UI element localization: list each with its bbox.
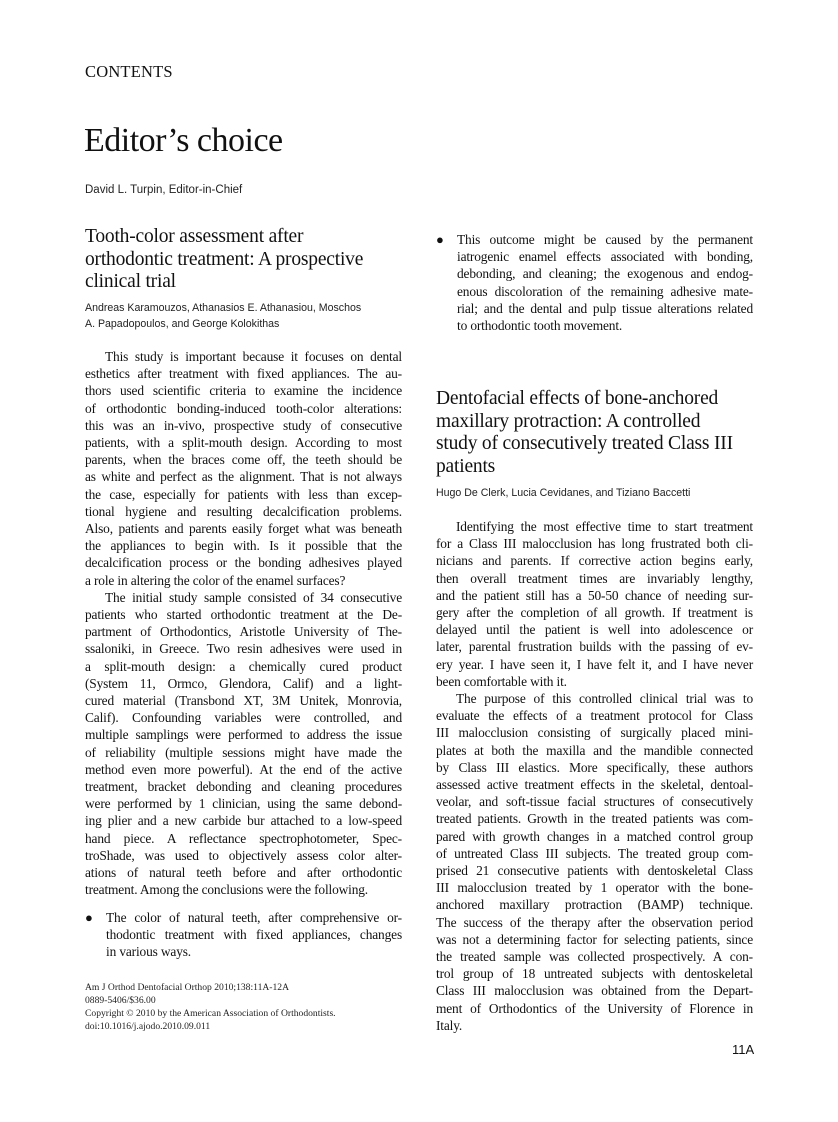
text-line: parents, when the braces come off, the teeth should be — [85, 452, 402, 468]
text-line: ations of natural teeth before and after orthodontic — [85, 865, 402, 881]
text-line: Andreas Karamouzos, Athanasios E. Athanasiou, Moschos — [85, 302, 362, 315]
text-line: anchored maxillary protraction (BAMP) technique. — [436, 897, 753, 913]
text-line: Italy. — [436, 1017, 463, 1033]
text-line: thors used scientific criteria to examine the incidence — [85, 383, 402, 399]
bullet-icon: ● — [436, 232, 444, 247]
text-line: The purpose of this controlled clinical trial was to — [456, 691, 753, 707]
text-line: Am J Orthod Dentofacial Orthop 2010;138:11A-12A — [85, 982, 290, 993]
text-line: The color of natural teeth, after comprehensive or- — [106, 909, 402, 925]
text-line: hand piece. A reflectance spectrophotometer, Spec- — [85, 830, 402, 846]
text-line: cured material (Transbond XT, 3M Unitek, Monrovia, — [85, 693, 402, 709]
text-line: esthetics after treatment with fixed appliances. The au- — [85, 366, 402, 382]
text-line: and the patient still has a 50-50 chance of needing sur- — [436, 587, 753, 603]
text-line: ing plier and a new carbide bur attached to a low-speed — [85, 813, 402, 829]
article-1 — [85, 226, 402, 332]
text-line: as white and perfect as the alignment. That is not always — [85, 469, 402, 485]
text-line: treatment. Among the conclusions were the following. — [85, 882, 369, 898]
text-line: This outcome might be caused by the permanent — [457, 232, 753, 247]
text-line: multiple samplings were performed to address the issue — [85, 727, 402, 743]
text-line: then overall treatment times are invariably lengthy, — [436, 570, 753, 586]
text-line: Hugo De Clerk, Lucia Cevidanes, and Tiziano Baccetti — [436, 486, 691, 499]
article-1-authors — [85, 300, 402, 332]
text-line: patients, with a split-mouth design. According to most — [85, 435, 402, 451]
text-line: ment of Orthodontics of the University of Florence in — [436, 1000, 753, 1016]
text-line: the appliances to begin with. Is it possible that the — [85, 538, 402, 554]
text-line: the case, especially for patients with less than excep- — [85, 486, 402, 502]
text-line: of reliability (multiple sessions might have made the — [85, 744, 402, 760]
text-line: (System 11, Ormco, Glendora, Calif) and a light- — [85, 675, 402, 691]
text-line: iatrogenic enamel effects associated with bonding, — [457, 249, 753, 265]
text-line: doi:10.1016/j.ajodo.2010.09.011 — [85, 1021, 211, 1032]
text-line: debonding, and cleaning; the exogenous and endog- — [457, 266, 753, 282]
text-line: a split-mouth design: a chemically cured product — [85, 658, 402, 674]
text-line: III malocclusion treated by 1 operator with the bone- — [436, 880, 753, 896]
text-line: for a Class III malocclusion has long frustrated both cli- — [436, 536, 753, 552]
text-line: treatment, bracket debonding and cleaning procedures — [85, 779, 402, 795]
text-line: Copyright © 2010 by the American Association of Orthodontists. — [85, 1008, 336, 1019]
bullet-icon: ● — [85, 909, 93, 925]
article-2-title — [436, 388, 753, 479]
text-line: veolar, and soft-tissue facial structures of consecutively — [436, 794, 753, 810]
text-line: clinical trial — [85, 271, 176, 293]
paragraph — [85, 589, 402, 899]
paragraph — [85, 348, 402, 589]
paragraph — [436, 690, 753, 1034]
text-line: patients who started orthodontic treatment at the De- — [85, 607, 402, 623]
text-line: Tooth-color assessment after — [85, 226, 304, 247]
text-line: Dentofacial effects of bone-anchored — [436, 388, 719, 409]
text-line: to orthodontic tooth movement. — [457, 318, 623, 334]
article-1-continued — [436, 231, 753, 334]
text-line: by Class III elastics. More specifically, these authors — [436, 759, 753, 775]
text-line: study of consecutively treated Class III — [436, 433, 733, 455]
text-line: tional hygiene and resulting decalcification problems. — [85, 503, 402, 519]
text-line: this was an in-vivo, prospective study of consecutive — [85, 417, 402, 433]
text-line: The success of the therapy after the observation period — [436, 914, 753, 930]
bullet-item — [85, 909, 402, 961]
text-line: a role in altering the color of the enamel surfaces? — [85, 572, 346, 588]
text-line: orthodontic treatment: A prospective — [85, 248, 364, 270]
text-line: of untreated Class III subjects. The treated group com- — [436, 845, 753, 861]
article-2-body — [436, 518, 753, 1034]
article-2 — [436, 388, 753, 501]
text-line: assessed active treatment effects in the skeletal, dentoal- — [436, 777, 753, 793]
text-line: ery year. I have seen it, I have felt it, and I have never — [436, 656, 753, 672]
text-line: The initial study sample consisted of 34 consecutive — [105, 589, 402, 605]
text-line: troShade, was used to objectively assess color alter- — [85, 847, 402, 863]
text-line: were performed by 1 clinician, using the same debond- — [85, 796, 402, 812]
bullet-item — [436, 231, 753, 334]
section-label: CONTENTS — [85, 62, 173, 81]
article-1-title — [85, 226, 402, 294]
text-line: Also, patients and parents easily forget what was beneath — [85, 521, 402, 537]
text-line: nicians and parents. If corrective action begins early, — [436, 553, 753, 569]
text-line: This study is important because it focuses on dental — [105, 349, 402, 364]
text-line: rial; and the dental and pulp tissue alterations related — [457, 300, 753, 316]
text-line: III malocclusion consisting of surgically placed mini- — [436, 725, 753, 741]
text-line: ssaloniki, in Greece. Two resin adhesives were used in — [85, 641, 402, 657]
text-line: patients — [436, 456, 496, 478]
article-1-body — [85, 348, 402, 960]
text-line: of orthodontic bonding-induced tooth-color alterations: — [85, 400, 402, 416]
text-line: plates at both the maxilla and the mandible connected — [436, 742, 753, 758]
text-line: partment of Orthodontics, Aristotle University of The- — [85, 624, 402, 640]
text-line: pared with growth changes in a matched control group — [436, 828, 753, 844]
text-line: was not a determining factor for selecting patients, since — [436, 931, 753, 947]
text-line: treated patients. Growth in the treated patients was com- — [436, 811, 753, 827]
text-line: later, parental frustration builds with the passing of ev- — [436, 639, 753, 655]
text-line: the treated sample was collected prospectively. A con- — [436, 949, 753, 965]
text-line: A. Papadopoulos, and George Kolokithas — [85, 318, 280, 331]
text-line: gery after the completion of all growth. If treatment is — [436, 605, 753, 621]
text-line: Calif). Confounding variables were controlled, and — [85, 710, 402, 726]
text-line: maxillary protraction: A controlled — [436, 410, 701, 432]
text-line: 0889-5406/$36.00 — [85, 995, 156, 1006]
text-line: decalcification process or the bonding adhesives played — [85, 555, 402, 571]
citation-footer — [85, 981, 336, 1033]
text-line: Identifying the most effective time to start treatment — [456, 519, 753, 534]
text-line: method even more powerful). At the end of the active — [85, 761, 402, 777]
page-number: 11A — [732, 1042, 755, 1057]
text-line: prised 21 consecutive patients with dentoskeletal Class — [436, 863, 753, 879]
text-line: delayed until the patient is well into adolescence or — [436, 622, 753, 638]
text-line: enous discoloration of the remaining adhesive mate- — [457, 283, 753, 299]
paragraph — [436, 518, 753, 690]
page-title: Editor’s choice — [84, 122, 283, 159]
text-line: been comfortable with it. — [436, 673, 567, 689]
text-line: thodontic treatment with fixed appliances, changes — [106, 926, 402, 942]
text-line: Class III malocclusion was obtained from the Depart- — [436, 983, 753, 999]
text-line: trol group of 18 untreated subjects with dentoskeletal — [436, 966, 753, 982]
article-2-authors — [436, 485, 753, 501]
editor-byline: David L. Turpin, Editor-in-Chief — [85, 184, 243, 196]
text-line: in various ways. — [106, 943, 191, 959]
text-line: evaluate the effects of a treatment protocol for Class — [436, 708, 753, 724]
